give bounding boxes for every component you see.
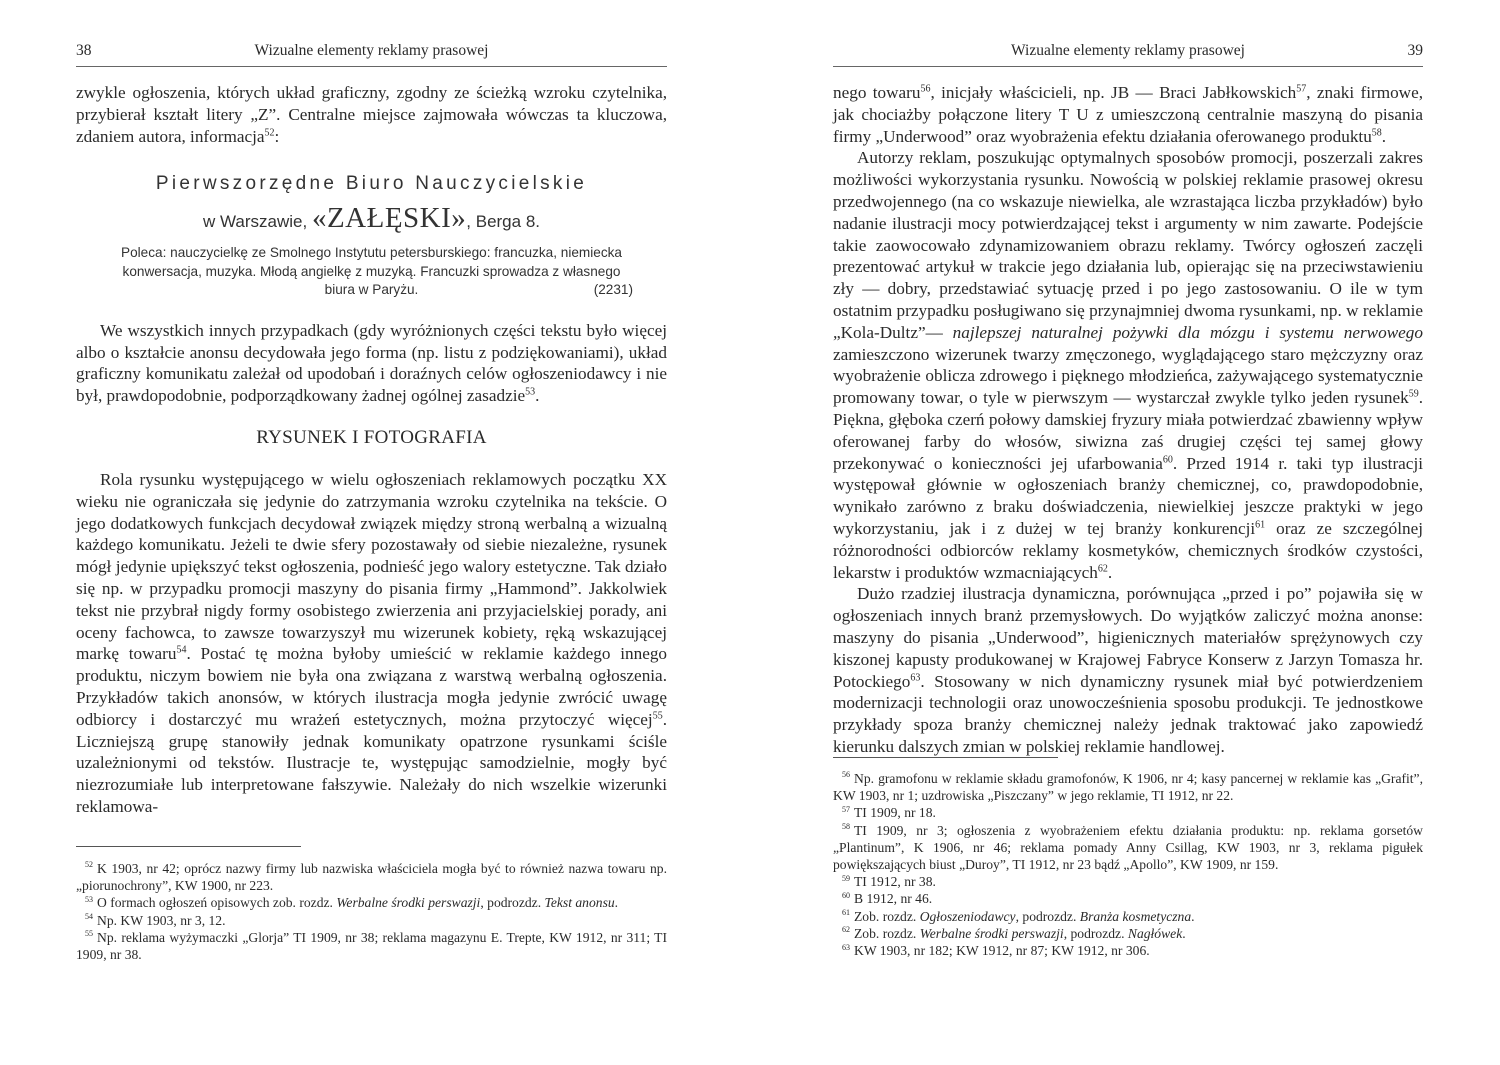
paragraph <box>833 583 1423 757</box>
footnote <box>76 860 667 894</box>
footnote-text: Np. gramofonu w reklamie składu gramofonów, K 1906, nr 4; kasy pancernej w reklamie kas „Grafit”, KW 1903, nr 1; uzdrowiska „Piszczany” w jego reklamie, TI 1912, nr 22. <box>833 771 1423 804</box>
text-span: . Stosowany w nich dynamiczny rysunek miał być potwierdzeniem modernizacji technologii oraz unowocześnienia sposobu produkcji. Te jednostkowe przykłady spoza branży chemicznej należy jednak traktować jako zapowiedź kierunku dalszych zmian w polskiej reklamie handlowej. <box>833 671 1423 756</box>
footnote <box>833 890 1423 907</box>
text-span: Autorzy reklam, poszukując optymalnych sposobów promocji, poszerzali zakres możliwości wykorzystania rysunku. Nowością w polskiej reklamie prasowej okresu przedwojennego (na co wskazuje niewielka, ale wzrastająca liczba przykładów) było nadanie ilustracji mocy potwierdzającej tekst i argumenty w nim zawarte. Podejście takie zaowocowało zdynamizowaniem obrazu reklamy. Twórcy ogłoszeń zaczęli prezentować artykuł w trakcie jego działania lub, opierając się na przeciwstawieniu zły — dobry, przedstawiać sytuację przed i po jego zastosowaniu. O ile w tym ostatnim przypadku posługiwano się przynajmniej dwoma rysunkami, np. w reklamie „Kola-Dultz”— <box>833 148 1423 342</box>
text-span: . Liczniejszą grupę stanowiły jednak komunikaty opatrzone rysunkami ściśle uzależnionymi od tekstów. Ilustracje te, występując samodzielnie, mogły być niezrozumiałe lub interpretowane fałszywie. Należały do nich wszelkie wizerunki reklamowa- <box>76 709 667 817</box>
right-page <box>750 0 1500 1065</box>
footnote <box>833 873 1423 890</box>
footnote <box>833 925 1423 942</box>
ad-headline: Pierwszorzędne Biuro Nauczycielskie <box>155 173 588 195</box>
footnote <box>833 822 1423 874</box>
footnotes <box>76 860 667 963</box>
footnote-text: Zob. rozdz. <box>854 908 920 924</box>
footnote-number: 56 <box>842 770 850 780</box>
footnote-text: O formach ogłoszeń opisowych zob. rozdz. <box>97 895 337 911</box>
footnote-text: , podrozdz. <box>1063 925 1128 941</box>
text-span: , znaki firmowe, jak chociażby połączone litery T U z umieszczoną centralnie maszyną do pisania firmy „Underwood” oraz wyobrażenia efektu działania oferowanego produktu <box>833 83 1424 146</box>
paragraph <box>833 82 1423 147</box>
text-span: . Piękna, głęboka czerń połowy damskiej fryzury miała potwierdzać zbawienny wpływ oferowanej farby do włosów, siwizna zaś drugiej części tej samej głowy przekonywać o konieczności jej ufarbowania <box>833 388 1423 473</box>
italic-quote: najlepszej naturalnej pożywki dla mózgu i systemu nerwowego <box>952 322 1423 342</box>
text-span: Dużo rzadziej ilustracja dynamiczna, porównująca „przed i po” pojawiła się w ogłoszeniach innych branż przemysłowych. Do wyjątków zaliczyć można anonse: maszyny do pisania „Underwood”, higienicznych materiałów sprężynowych czy kiszonej kapusty produkowanej w Krajowej Fabryce Konserw z Jarzyn Tomasza hr. Potockiego <box>833 584 1423 691</box>
page-header <box>833 42 1423 67</box>
text-span: zamieszczono wizerunek twarzy zmęczonego, wyglądającego staro mężczyzny oraz wyobrażenie oblicza zdrowego i pięknego młodzieńca, zażywającego systematycznie promowany towar, o tyle w pierwszym — wystarczał zwykle tylko jeden rysunek <box>833 344 1423 408</box>
footnote-italic: Tekst anonsu <box>544 895 615 911</box>
footnote-separator <box>76 846 301 847</box>
ad-company-name: «ZAŁĘSKI» <box>311 202 467 235</box>
text-span: nego towaru <box>833 83 921 102</box>
text-span: We wszystkich innych przypadkach (gdy wyróżnionych części tekstu było więcej albo o kształcie anonsu decydowała jego forma (np. listu z podziękowaniami), układ graficzny komunikatu zależał od upodobań i doraźnych celów ogłoszeniodawcy i nie był, prawdopodobnie, podporządkowany żadnej ogólnej zasadzie <box>76 320 667 406</box>
footnote-number: 57 <box>842 804 850 814</box>
footnote-ref: 60 <box>1162 453 1173 465</box>
footnote-number: 54 <box>85 912 93 922</box>
text-span: biura w Paryżu. <box>324 282 419 298</box>
footnote <box>833 804 1423 821</box>
footnote-number: 55 <box>85 929 93 939</box>
text-span: . Postać tę można byłoby umieścić w reklamie każdego innego produktu, niczym bowiem nie była ona związana z warstwą werbalną ogłoszenia. Przykładów takich anonsów, w których ilustracja mogła jedynie zwrócić uwagę odbiorcy i dostarczyć mu wrażeń estetycznych, można przytoczyć więcej <box>76 644 668 729</box>
footnote <box>833 770 1423 804</box>
footnote-text: Zob. rozdz. <box>854 925 920 941</box>
text-span: . <box>1381 126 1387 146</box>
footnote-ref: 58 <box>1371 126 1382 138</box>
footnote-ref: 55 <box>652 710 663 722</box>
footnote-text: . <box>1191 908 1195 924</box>
footnote-ref: 61 <box>1255 519 1266 531</box>
text-span: , inicjały właścicieli, np. JB — Braci Jabłkowskich <box>930 83 1297 102</box>
footnote-number: 63 <box>842 942 850 952</box>
ad-body-line: Poleca: nauczycielkę ze Smolnego Instytutu petersburskiego: francuzka, niemiecka <box>121 245 622 261</box>
footnote-text: TI 1909, nr 3; ogłoszenia z wyobrażeniem efektu działania produktu: np. reklama gorsetów „Plantinum”, K 1906, nr 46; reklama pomady Anny Csillag, KW 1903, nr 3, reklama pigułek powiększających biust „Duroy”, TI 1912, nr 23 bądź „Apollo”, KW 1909, nr 159. <box>833 822 1423 873</box>
footnote-italic: Nagłówek <box>1127 925 1183 941</box>
paragraph <box>76 320 667 407</box>
running-title: Wizualne elementy reklamy prasowej <box>1011 42 1245 59</box>
footnote-italic: Werbalne środki perswazji <box>336 895 481 911</box>
footnote-number: 52 <box>85 860 93 870</box>
paragraph <box>76 82 667 147</box>
footnote <box>833 942 1423 959</box>
ad-body <box>106 244 637 300</box>
footnote-text: . <box>1182 925 1186 941</box>
ad-address <box>76 201 667 239</box>
footnote-ref: 63 <box>910 671 921 683</box>
footnote-ref: 52 <box>264 126 275 138</box>
footnote-ref: 57 <box>1296 83 1307 95</box>
footnote <box>833 908 1423 925</box>
footnote-text: TI 1909, nr 18. <box>854 805 936 821</box>
footnote-text: Np. reklama wyżymaczki „Glorja” TI 1909, nr 38; reklama magazynu E. Trepte, KW 1912, nr 311; TI 1909, nr 38. <box>76 929 667 963</box>
text-span: : <box>274 126 280 146</box>
paragraph <box>833 147 1423 583</box>
text-span: oraz ze szczególnej różnorodności odbiorców reklamy kosmetyków, chemicznych środków czystości, lekarstw i produktów wzmacniających <box>833 518 1423 582</box>
footnote-italic: Werbalne środki perswazji <box>919 925 1064 941</box>
text-span: zwykle ogłoszenia, których układ graficzny, zgodny ze ścieżką wzroku czytelnika, przybierał kształt litery „Z”. Centralne miejsce zajmowała wówczas ta kluczowa, zdaniem autora, informacja <box>76 83 667 146</box>
text-span: Rola rysunku występującego w wielu ogłoszeniach reklamowych początku XX wieku nie ograniczała się jedynie do zatrzymania wzroku czytelnika na tekście. O jego dodatkowych funkcjach decydował związek między stroną werbalną a wizualną każdego komunikatu. Jeżeli te dwie sfery pozostawały od siebie niezależne, rysunek mógł jedynie upiększyć tekst ogłoszenia, podnieść jego walory estetyczne. Tak działo się np. w przypadku promocji maszyny do pisania firmy „Hammond”. Jakkolwiek tekst nie przybrał nigdy formy osobistego zwierzenia ani przyjacielskiej porady, ani oceny fachowca, to zawsze towarzyszył mu wizerunek kobiety, ręką wskazującej markę towaru <box>76 470 667 664</box>
footnote-number: 61 <box>842 908 850 918</box>
footnote-number: 59 <box>842 873 850 883</box>
text-span: . Przed 1914 r. taki typ ilustracji występował głównie w ogłoszeniach branży chemicznej, co, prawdopodobnie, wynikało zarówno z braku doświadczenia, niewielkiej jeszcze praktyki w jego wykorzystaniu, jak i z dużej w tej branży konkurencji <box>833 453 1423 538</box>
footnote <box>76 894 667 911</box>
footnote-separator <box>833 757 1058 758</box>
footnote-text: K 1903, nr 42; oprócz nazwy firmy lub nazwiska właściciela mogła być to również nazwa towaru np. „piorunochrony”, KW 1900, nr 223. <box>76 861 667 894</box>
footnote-italic: Branża kosmetyczna <box>1079 908 1192 924</box>
main-text <box>833 82 1423 758</box>
footnote-text: Np. KW 1903, nr 3, 12. <box>97 912 226 928</box>
footnote-number: 60 <box>842 890 850 900</box>
text-span: . <box>535 386 540 406</box>
page-number: 38 <box>76 42 92 59</box>
footnote-ref: 54 <box>176 644 187 656</box>
footnote-text: , podrozdz. <box>480 895 545 911</box>
page-header <box>76 42 667 67</box>
footnote-text: KW 1903, nr 182; KW 1912, nr 87; KW 1912, nr 306. <box>854 943 1150 959</box>
advertisement-quote <box>76 171 667 300</box>
main-text <box>76 82 667 818</box>
text-span: , Berga 8. <box>466 212 540 232</box>
footnote-number: 62 <box>842 925 850 935</box>
footnotes <box>833 770 1423 959</box>
footnote-italic: Ogłoszeniodawcy <box>919 908 1016 924</box>
section-heading: RYSUNEK I FOTOGRAFIA <box>256 427 487 449</box>
footnote <box>76 929 667 963</box>
running-title: Wizualne elementy reklamy prasowej <box>254 42 489 59</box>
footnote-ref: 56 <box>920 83 931 95</box>
footnote-text: B 1912, nr 46. <box>854 891 933 907</box>
text-span: w Warszawie, <box>203 212 312 232</box>
footnote-text: , podrozdz. <box>1015 908 1080 924</box>
footnote-text: TI 1912, nr 38. <box>854 874 936 890</box>
text-span: . <box>1107 562 1113 582</box>
footnote <box>76 912 667 929</box>
footnote-ref: 59 <box>1408 388 1419 400</box>
footnote-text: . <box>614 895 619 911</box>
ad-code: (2231) <box>593 282 633 298</box>
footnote-number: 53 <box>85 894 93 904</box>
ad-body-line: konwersacja, muzyka. Młodą angielkę z muzyką. Francuzki sprowadza z własnego <box>122 263 621 279</box>
footnote-ref: 53 <box>525 386 536 398</box>
footnote-ref: 62 <box>1097 562 1108 574</box>
paragraph <box>76 469 667 818</box>
footnote-number: 58 <box>842 822 850 832</box>
ad-body-line <box>106 281 637 300</box>
page-number: 39 <box>1407 42 1423 59</box>
